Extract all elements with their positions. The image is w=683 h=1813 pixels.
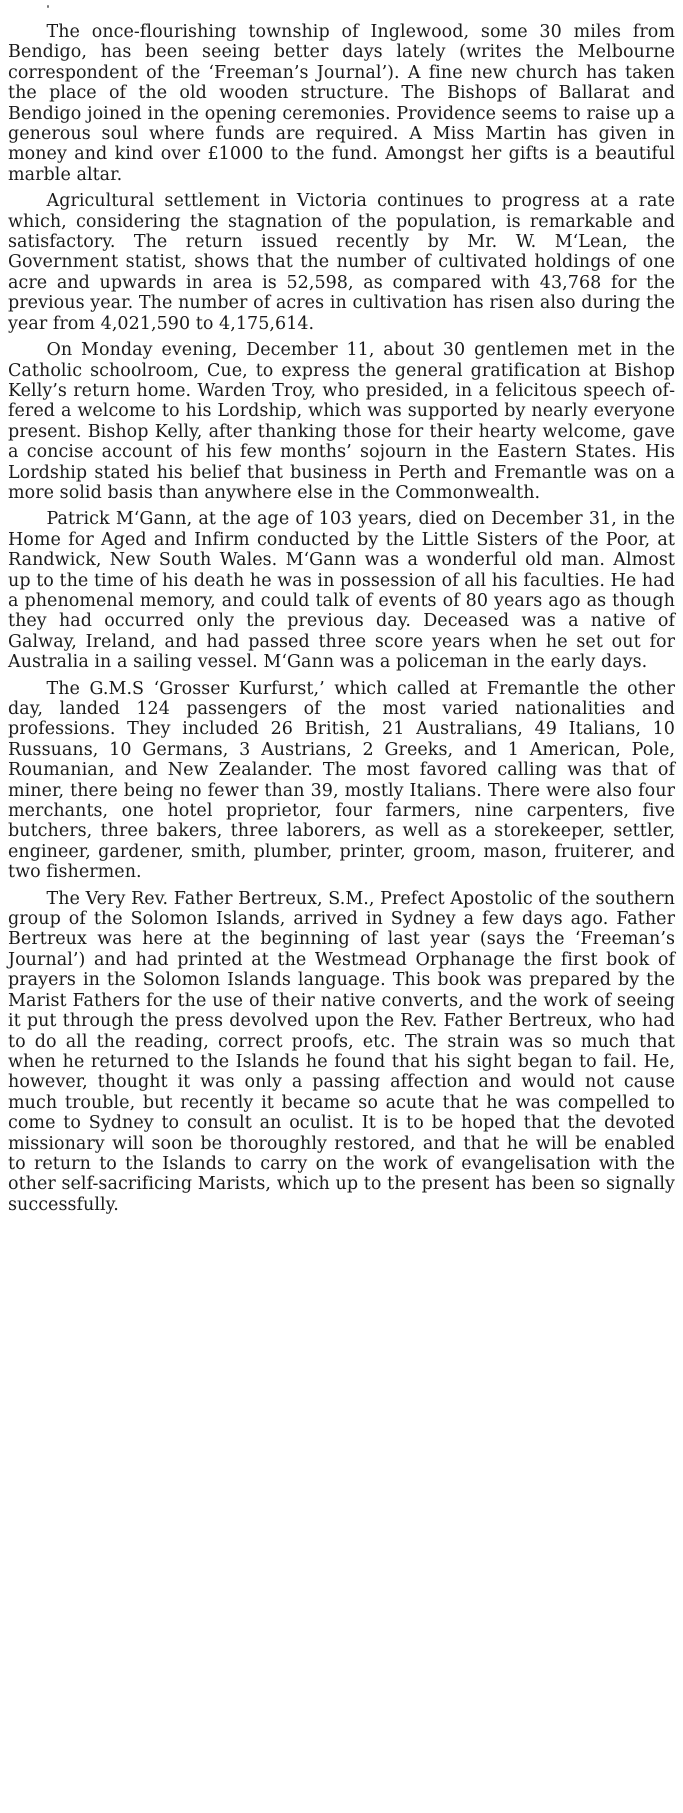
paragraph-grosser-kurfurst: The G.M.S ‘Grosser Kurfurst,’ which called at Fremantle the other day, landed 124 passengers of the most varied nationalities and professions. They included 26 British, 21 Australians, 49 Italians, 10 Russuans, 10 Germans, 3 Austrians, 2 Greeks, and 1 American, Pole, Roumanian, and New Zealander. The most favored calling was that of miner, there being no fewer than 39, mostly Italians. There were also four merchants, one hotel proprietor, four farmers, nine carpenters, five butchers, three bakers, three laborers, as well as a storekeeper, settler, engineer, gardener, smith, plumber, printer, groom, mason, fruiterer, and two fishermen. (8, 678, 675, 883)
paragraph-bishop-kelly-return: On Monday evening, December 11, about 30 gentlemen met in the Catholic schoolroom, Cue, to express the general gratification at Bishop Kelly’s return home. Warden Troy, who presided, in a felicitous speech offered a welcome to his Lordship, which was supported by nearly everyone present. Bishop Kelly, after thanking those for their hearty welcome, gave a concise account of his few months’ sojourn in the Eastern States. His Lordship stated his belief that business in Perth and Fremantle was on a more solid basis than anywhere else in the Commonwealth. (8, 340, 675, 503)
paragraph-patrick-mgann: Patrick M‘Gann, at the age of 103 years, died on December 31, in the Home for Aged and Infirm conducted by the Little Sisters of the Poor, at Randwick, New South Wales. M‘Gann was a wonderful old man. Almost up to the time of his death he was in possession of all his faculties. He had a phenomenal memory, and could talk of events of 80 years ago as though they had occurred only the previous day. Deceased was a native of Galway, Ireland, and had passed three score years when he set out for Australia in a sailing vessel. M‘Gann was a policeman in the early days. (8, 509, 675, 673)
paragraph-agricultural-settlement: Agricultural settlement in Victoria continues to progress at a rate which, considering the stagnation of the population, is remarkable and satisfactory. The return issued recently by Mr. W. M‘Lean, the Government statist, shows that the number of cultivated holdings of one acre and upwards in area is 52,598, as compared with 43,768 for the previous year. The number of acres in cultivation has risen also during the year from 4,021,590 to 4,175,614. (8, 191, 675, 334)
paragraph-inglewood-church: The once-flourishing township of Inglewood, some 30 miles from Bendigo, has been seeing better days lately (writes the Melbourne correspondent of the ‘Freeman’s Journal’). A fine new church has taken the place of the old wooden structure. The Bishops of Ballarat and Bendigo joined in the opening ceremonies. Providence seems to raise up a generous soul where funds are required. A Miss Martin has given in money and kind over £1000 to the fund. Amongst her gifts is a beautiful marble altar. (8, 22, 675, 185)
paragraph-father-bertreux: The Very Rev. Father Bertreux, S.M., Prefect Apostolic of the southern group of the Solomon Islands, arrived in Sydney a few days ago. Father Bertreux was here at the beginning of last year (says the ‘Freeman’s Journal’) and had printed at the Westmead Orphanage the first book of prayers in the Solomon Islands language. This book was prepared by the Marist Fathers for the use of their native converts, and the work of seeing it put through the press devolved upon the Rev. Father Bertreux, who had to do all the reading, correct proofs, etc. The strain was so much that when he returned to the Islands he found that his sight began to fail. He, however, thought it was only a passing affection and would not cause much trouble, but recently it became so acute that he was compelled to come to Sydney to consult an oculist. It is to be hoped that the devoted missionary will soon be thoroughly restored, and that he will be enabled to return to the Islands to carry on the work of evangelisation with the other self-sacrificing Marists, which up to the present has been so signally successfully. (8, 888, 675, 1215)
